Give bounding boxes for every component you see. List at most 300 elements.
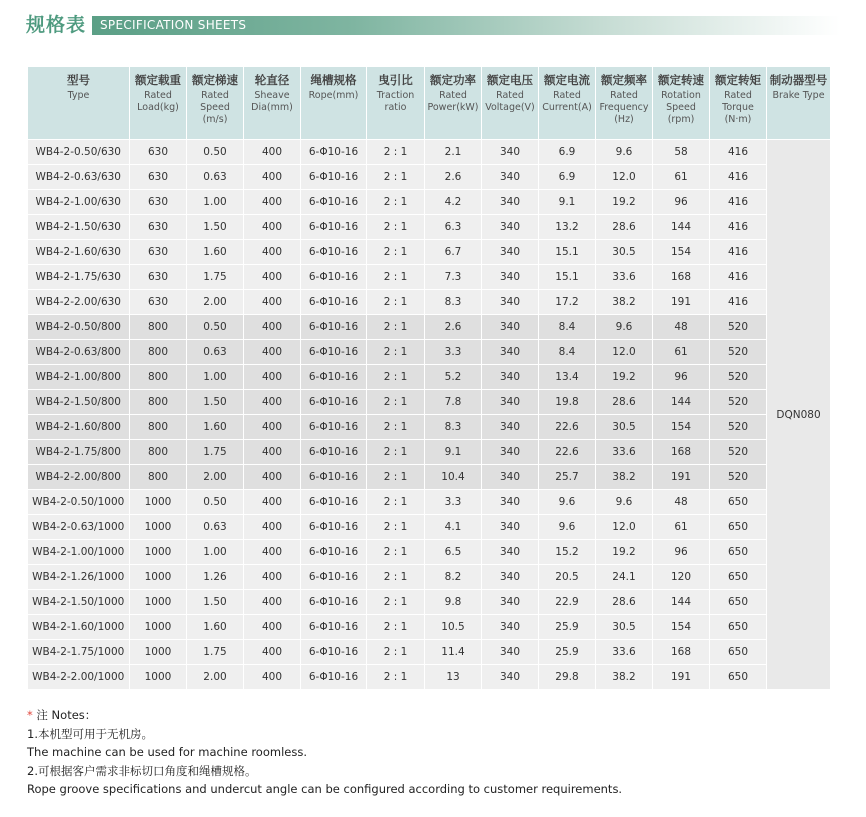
table-cell: 22.9 [539,590,596,615]
table-row [28,290,831,315]
model-cell: WB4-2-1.26/1000 [28,565,130,590]
table-cell: 1000 [130,490,187,515]
model-cell: WB4-2-1.60/800 [28,415,130,440]
table-cell: 800 [130,390,187,415]
table-cell: 650 [710,615,767,640]
column-header-en: Rope(mm) [308,90,359,101]
model-cell: WB4-2-1.00/1000 [28,540,130,565]
column-header-cn: 额定转速 [658,73,704,87]
table-cell: 340 [482,590,539,615]
table-cell: 13 [425,665,482,690]
column-header-en: Rated Load(kg) [137,90,179,113]
table-cell: 168 [653,640,710,665]
table-cell: 144 [653,390,710,415]
column-header-cn: 额定频率 [601,73,647,87]
table-cell: 340 [482,215,539,240]
table-cell: 400 [244,365,301,390]
table-cell: 340 [482,190,539,215]
column-header-cn: 型号 [67,73,90,87]
table-cell: 0.50 [187,315,244,340]
table-cell: 10.4 [425,465,482,490]
table-cell: 1.50 [187,215,244,240]
model-cell: WB4-2-1.50/630 [28,215,130,240]
table-row [28,315,831,340]
note-line: 1.本机型可用于无机房。 [27,726,153,741]
table-cell: 400 [244,240,301,265]
model-cell: WB4-2-0.50/630 [28,140,130,165]
table-cell: 38.2 [596,290,653,315]
table-cell: 1.00 [187,540,244,565]
table-row [28,665,831,690]
table-cell: 400 [244,315,301,340]
table-cell: 400 [244,615,301,640]
table-cell: 2 : 1 [367,390,425,415]
table-cell: 6.9 [539,165,596,190]
table-cell: 6-Φ10-16 [301,240,367,265]
table-row [28,590,831,615]
table-cell: 6.7 [425,240,482,265]
table-cell: 6-Φ10-16 [301,440,367,465]
table-cell: 120 [653,565,710,590]
model-cell: WB4-2-1.60/630 [28,240,130,265]
table-cell: 520 [710,315,767,340]
table-cell: 400 [244,215,301,240]
table-cell: 29.8 [539,665,596,690]
table-cell: 1.26 [187,565,244,590]
table-cell: 17.2 [539,290,596,315]
table-cell: 12.0 [596,165,653,190]
table-cell: 2 : 1 [367,190,425,215]
notes-title [27,706,622,725]
table-cell: 191 [653,465,710,490]
table-cell: 2.6 [425,165,482,190]
table-cell: 400 [244,465,301,490]
column-header-en: Rotation Speed (rpm) [661,90,701,125]
table-row [28,565,831,590]
table-cell: 6-Φ10-16 [301,315,367,340]
table-cell: 2 : 1 [367,490,425,515]
table-cell: 6-Φ10-16 [301,540,367,565]
table-cell: 1.60 [187,615,244,640]
model-cell: WB4-2-2.00/1000 [28,665,130,690]
table-cell: 630 [130,265,187,290]
table-cell: 400 [244,515,301,540]
table-cell: 6-Φ10-16 [301,265,367,290]
table-cell: 400 [244,565,301,590]
table-cell: 33.6 [596,640,653,665]
table-cell: 400 [244,640,301,665]
table-cell: 8.3 [425,415,482,440]
brake-type-cell: DQN080 [767,140,831,690]
table-cell: 12.0 [596,340,653,365]
table-header-row [28,67,831,140]
column-header-cn: 额定转矩 [715,73,761,87]
table-cell: 6-Φ10-16 [301,190,367,215]
table-cell: 1.75 [187,440,244,465]
table-cell: 6.9 [539,140,596,165]
model-cell: WB4-2-0.63/800 [28,340,130,365]
model-cell: WB4-2-1.00/630 [28,190,130,215]
table-cell: 340 [482,290,539,315]
table-cell: 2.00 [187,465,244,490]
table-cell: 520 [710,340,767,365]
table-cell: 340 [482,265,539,290]
column-header-en: Rated Voltage(V) [485,90,535,113]
table-cell: 96 [653,540,710,565]
table-row [28,640,831,665]
column-header [482,67,539,140]
table-cell: 400 [244,140,301,165]
table-cell: 13.2 [539,215,596,240]
table-cell: 800 [130,440,187,465]
table-cell: 10.5 [425,615,482,640]
table-cell: 6-Φ10-16 [301,565,367,590]
table-cell: 520 [710,390,767,415]
table-cell: 7.8 [425,390,482,415]
table-cell: 340 [482,165,539,190]
model-cell: WB4-2-1.75/630 [28,265,130,290]
model-cell: WB4-2-1.00/800 [28,365,130,390]
table-cell: 38.2 [596,465,653,490]
table-row [28,465,831,490]
table-cell: 2 : 1 [367,240,425,265]
table-cell: 520 [710,365,767,390]
table-cell: 2 : 1 [367,465,425,490]
table-cell: 416 [710,140,767,165]
table-cell: 9.6 [539,515,596,540]
table-row [28,240,831,265]
table-cell: 630 [130,290,187,315]
model-cell: WB4-2-2.00/630 [28,290,130,315]
table-cell: 2 : 1 [367,165,425,190]
table-cell: 800 [130,315,187,340]
notes-star: * [27,708,33,722]
table-cell: 6-Φ10-16 [301,140,367,165]
table-cell: 5.2 [425,365,482,390]
column-header-cn: 绳槽规格 [310,73,357,87]
model-cell: WB4-2-0.50/1000 [28,490,130,515]
table-cell: 9.6 [596,490,653,515]
column-header [187,67,244,140]
table-cell: 650 [710,565,767,590]
column-header-cn: 曳引比 [378,73,413,87]
table-cell: 340 [482,640,539,665]
table-cell: 2 : 1 [367,365,425,390]
table-cell: 22.6 [539,440,596,465]
table-cell: 9.1 [425,440,482,465]
column-header-en: Rated Torque (N·m) [722,90,754,125]
table-cell: 33.6 [596,440,653,465]
table-row [28,515,831,540]
table-cell: 340 [482,340,539,365]
table-row [28,165,831,190]
model-cell: WB4-2-1.50/800 [28,390,130,415]
table-cell: 0.63 [187,340,244,365]
note-line: 2.可根据客户需求非标切口角度和绳槽规格。 [27,763,257,778]
table-cell: 2 : 1 [367,340,425,365]
table-row [28,215,831,240]
column-header-cn: 额定载重 [135,73,181,87]
column-header [653,67,710,140]
table-cell: 2 : 1 [367,315,425,340]
table-cell: 3.3 [425,490,482,515]
table-row [28,440,831,465]
table-row [28,490,831,515]
table-cell: 340 [482,465,539,490]
table-cell: 1.00 [187,365,244,390]
table-cell: 24.1 [596,565,653,590]
table-cell: 400 [244,590,301,615]
table-cell: 6-Φ10-16 [301,640,367,665]
table-cell: 340 [482,390,539,415]
table-cell: 2 : 1 [367,665,425,690]
model-cell: WB4-2-0.63/1000 [28,515,130,540]
table-cell: 28.6 [596,390,653,415]
table-cell: 416 [710,290,767,315]
table-cell: 1000 [130,640,187,665]
table-cell: 11.4 [425,640,482,665]
table-cell: 400 [244,390,301,415]
table-cell: 19.2 [596,190,653,215]
table-row [28,190,831,215]
table-cell: 4.1 [425,515,482,540]
table-cell: 416 [710,265,767,290]
table-cell: 400 [244,340,301,365]
table-cell: 96 [653,190,710,215]
table-cell: 9.6 [539,490,596,515]
table-cell: 650 [710,540,767,565]
table-cell: 340 [482,490,539,515]
column-header [367,67,425,140]
column-header [539,67,596,140]
table-cell: 28.6 [596,590,653,615]
column-header-cn: 额定梯速 [192,73,238,87]
table-cell: 340 [482,315,539,340]
table-cell: 2 : 1 [367,290,425,315]
column-header [767,67,831,140]
table-cell: 96 [653,365,710,390]
column-header [710,67,767,140]
table-cell: 0.50 [187,490,244,515]
table-cell: 800 [130,465,187,490]
table-cell: 6-Φ10-16 [301,365,367,390]
table-cell: 340 [482,615,539,640]
table-cell: 2 : 1 [367,140,425,165]
title-banner [92,16,840,35]
table-cell: 6-Φ10-16 [301,415,367,440]
table-cell: 144 [653,215,710,240]
table-cell: 1.75 [187,265,244,290]
table-cell: 4.2 [425,190,482,215]
table-cell: 6-Φ10-16 [301,490,367,515]
table-cell: 400 [244,540,301,565]
model-cell: WB4-2-1.75/1000 [28,640,130,665]
table-cell: 3.3 [425,340,482,365]
column-header-en: Rated Current(A) [542,90,592,113]
table-cell: 630 [130,215,187,240]
spec-table [27,66,831,690]
section-header [26,12,840,38]
model-cell: WB4-2-0.63/630 [28,165,130,190]
table-cell: 650 [710,590,767,615]
table-cell: 168 [653,440,710,465]
table-cell: 15.2 [539,540,596,565]
notes-section [27,706,622,799]
table-cell: 2 : 1 [367,565,425,590]
table-cell: 8.3 [425,290,482,315]
table-cell: 8.4 [539,340,596,365]
table-cell: 30.5 [596,415,653,440]
table-cell: 650 [710,665,767,690]
column-header-en: Brake Type [772,90,825,101]
table-cell: 800 [130,415,187,440]
table-cell: 30.5 [596,240,653,265]
table-cell: 61 [653,515,710,540]
table-cell: 1000 [130,540,187,565]
table-cell: 30.5 [596,615,653,640]
column-header-cn: 制动器型号 [769,73,828,87]
column-header [301,67,367,140]
table-cell: 154 [653,615,710,640]
table-cell: 61 [653,165,710,190]
table-cell: 1000 [130,515,187,540]
table-cell: 48 [653,315,710,340]
table-cell: 340 [482,540,539,565]
column-header [130,67,187,140]
table-cell: 38.2 [596,665,653,690]
table-cell: 2 : 1 [367,590,425,615]
table-cell: 25.7 [539,465,596,490]
table-cell: 191 [653,290,710,315]
table-cell: 2 : 1 [367,415,425,440]
column-header [28,67,130,140]
table-cell: 22.6 [539,415,596,440]
table-cell: 19.2 [596,540,653,565]
model-cell: WB4-2-2.00/800 [28,465,130,490]
column-header-en: Rated Power(kW) [427,90,479,113]
table-cell: 2 : 1 [367,515,425,540]
table-cell: 19.2 [596,365,653,390]
model-cell: WB4-2-1.75/800 [28,440,130,465]
table-row [28,615,831,640]
table-cell: 6-Φ10-16 [301,340,367,365]
table-row [28,340,831,365]
table-cell: 154 [653,240,710,265]
table-cell: 0.63 [187,165,244,190]
table-cell: 340 [482,515,539,540]
table-cell: 6-Φ10-16 [301,165,367,190]
table-cell: 7.3 [425,265,482,290]
table-cell: 6-Φ10-16 [301,665,367,690]
table-cell: 9.6 [596,315,653,340]
table-cell: 800 [130,340,187,365]
table-cell: 20.5 [539,565,596,590]
table-cell: 400 [244,265,301,290]
table-cell: 9.6 [596,140,653,165]
table-cell: 2 : 1 [367,265,425,290]
table-cell: 154 [653,415,710,440]
table-cell: 15.1 [539,265,596,290]
table-cell: 416 [710,240,767,265]
table-row [28,540,831,565]
table-cell: 168 [653,265,710,290]
table-cell: 9.1 [539,190,596,215]
table-cell: 19.8 [539,390,596,415]
table-cell: 340 [482,365,539,390]
table-cell: 6.5 [425,540,482,565]
table-cell: 630 [130,190,187,215]
table-cell: 400 [244,665,301,690]
table-cell: 1.00 [187,190,244,215]
table-cell: 191 [653,665,710,690]
table-cell: 630 [130,140,187,165]
column-header [244,67,301,140]
model-cell: WB4-2-1.60/1000 [28,615,130,640]
table-cell: 650 [710,640,767,665]
model-cell: WB4-2-1.50/1000 [28,590,130,615]
table-cell: 340 [482,140,539,165]
table-cell: 400 [244,490,301,515]
table-cell: 6-Φ10-16 [301,215,367,240]
table-cell: 25.9 [539,615,596,640]
table-cell: 416 [710,215,767,240]
column-header [596,67,653,140]
table-cell: 25.9 [539,640,596,665]
column-header-en: Traction ratio [376,90,415,113]
column-header-cn: 额定电压 [487,73,533,87]
table-cell: 58 [653,140,710,165]
table-cell: 2.6 [425,315,482,340]
table-cell: 15.1 [539,240,596,265]
table-cell: 8.4 [539,315,596,340]
table-cell: 48 [653,490,710,515]
table-cell: 1000 [130,615,187,640]
column-header-cn: 额定功率 [430,73,476,87]
table-cell: 2 : 1 [367,440,425,465]
table-cell: 416 [710,190,767,215]
table-cell: 6-Φ10-16 [301,290,367,315]
table-cell: 33.6 [596,265,653,290]
table-cell: 6-Φ10-16 [301,515,367,540]
column-header-en: Rated Speed (m/s) [200,90,230,125]
table-cell: 400 [244,440,301,465]
table-cell: 6-Φ10-16 [301,465,367,490]
table-row [28,415,831,440]
table-cell: 6.3 [425,215,482,240]
table-cell: 2.00 [187,290,244,315]
table-cell: 400 [244,290,301,315]
table-cell: 520 [710,465,767,490]
table-cell: 1.60 [187,415,244,440]
table-row [28,265,831,290]
table-cell: 800 [130,365,187,390]
table-cell: 340 [482,240,539,265]
column-header-en: Rated Frequency (Hz) [599,90,649,125]
column-header-cn: 额定电流 [544,73,590,87]
table-body [28,140,831,690]
table-cell: 2 : 1 [367,540,425,565]
table-cell: 520 [710,440,767,465]
table-cell: 61 [653,340,710,365]
table-cell: 1.75 [187,640,244,665]
table-cell: 400 [244,415,301,440]
table-cell: 416 [710,165,767,190]
table-cell: 1000 [130,565,187,590]
table-cell: 8.2 [425,565,482,590]
notes-title-text: 注 Notes： [32,708,97,722]
table-cell: 630 [130,240,187,265]
note-line: Rope groove specifications and undercut angle can be configured according to customer requirements. [27,782,623,796]
